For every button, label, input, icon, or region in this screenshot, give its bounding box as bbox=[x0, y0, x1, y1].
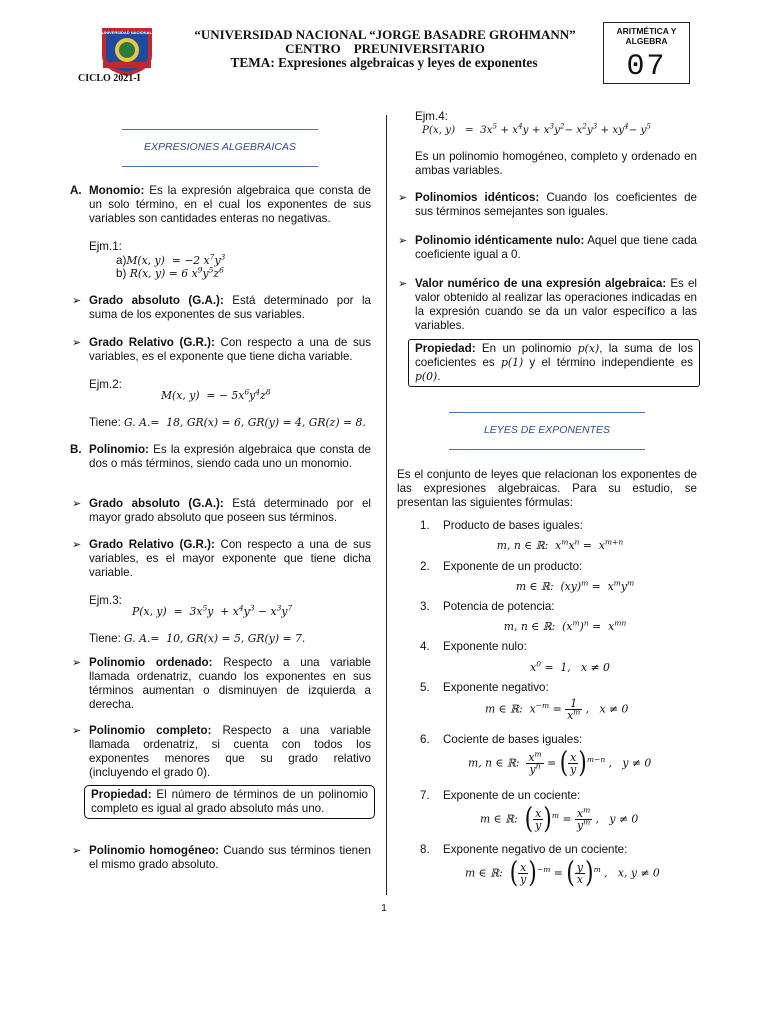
example-4-expression: P(x, $y) = 3x^5 + x^4y + x^3y^2- x^2y^3 + xy^4- y^5$ bbox=[422, 121, 651, 136]
bullet-arrow-icon: ➢ bbox=[72, 539, 82, 551]
example-3-expression: P(x, $y) = 3x^5y + x^4y^3 - x^3y^7$ bbox=[132, 603, 293, 618]
law-5-title: Exponente negativo: bbox=[443, 681, 549, 694]
polinomio-completo: Polinomio completo: Respecto a una variable llamada ordenatriz, si cuenta con todos los exponentes menores que su grado relativo (incluyendo el grado 0). bbox=[89, 724, 371, 779]
law-8-number: 8. bbox=[420, 843, 430, 856]
example-4-label: Ejm.4: bbox=[415, 110, 448, 123]
law-5-formula: m ∈ ℝ: $x^{-m}$ = $\frac{1}{x^m}$ , x ≠ 0 bbox=[485, 697, 629, 722]
property-box-complete: Propiedad: El número de términos de un polinomio completo es igual al grado absoluto más uno. bbox=[84, 785, 375, 819]
logo-caption: UNIVERSIDAD NACIONAL bbox=[102, 30, 152, 35]
law-2-number: 2. bbox=[420, 560, 430, 573]
cycle-label: CICLO 2021-I bbox=[78, 73, 141, 84]
example-1b: b) R(x, y) = 6 $x^9y^5z^6$ bbox=[116, 265, 224, 280]
polinomios-identicos: Polinomios idénticos: Cuando los coeficientes de sus términos semejantes son iguales. bbox=[415, 191, 697, 218]
polinomio-nulo: Polinomio idénticamente nulo: Aquel que tiene cada coeficiente igual a 0. bbox=[415, 234, 697, 261]
polinomio-definition: Polinomio: Es la expresión algebraica que consta de dos o más términos, siendo cada uno un monomio. bbox=[89, 443, 371, 470]
header-topic: TEMA: Expresiones algebraicas y leyes de exponentes bbox=[230, 55, 538, 70]
law-7-number: 7. bbox=[420, 789, 430, 802]
example-2-expression: M(x, y) = − $5x^6y^4z^8$ bbox=[161, 387, 271, 402]
example-2-result: Tiene: G. A.= 18, GR(x) = 6, GR(y) = 4, GR(z) = 8. bbox=[89, 416, 366, 429]
law-4-formula: $x^0 = 1$, x ≠ 0 bbox=[530, 659, 610, 674]
exponent-laws-intro: Es el conjunto de leyes que relacionan los exponentes de las expresiones algebraicas. Para su estudio, se presentan las siguientes fórmulas: bbox=[397, 468, 697, 509]
law-4-number: 4. bbox=[420, 640, 430, 653]
law-5-number: 5. bbox=[420, 681, 430, 694]
bullet-arrow-icon: ➢ bbox=[72, 295, 82, 307]
example-2-label: Ejm.2: bbox=[89, 378, 122, 391]
law-2-title: Exponente de un producto: bbox=[443, 560, 583, 573]
item-mark-b: B. bbox=[70, 443, 82, 456]
law-3-formula: m, n ∈ ℝ: $(x^m)^n = x^{mn}$ bbox=[503, 618, 627, 633]
bullet-arrow-icon: ➢ bbox=[72, 657, 82, 669]
law-4-title: Exponente nulo: bbox=[443, 640, 527, 653]
bullet-arrow-icon: ➢ bbox=[72, 725, 82, 737]
property-box-value: Propiedad: En un polinomio p(x), la suma de los coeficientes es p(1) y el término independiente es p(0). bbox=[408, 339, 700, 387]
section-title-exponent-laws: LEYES DE EXPONENTES bbox=[449, 412, 645, 450]
item-mark-a: A. bbox=[70, 184, 82, 197]
law-1-formula: m, n ∈ ℝ: $x^mx^n = x^{m+n}$ bbox=[496, 537, 624, 552]
bullet-arrow-icon: ➢ bbox=[398, 278, 408, 290]
example-1a: a)M(x, y) = −2 $x^7y^3$ bbox=[116, 252, 226, 267]
bullet-arrow-icon: ➢ bbox=[72, 845, 82, 857]
example-3-result: Tiene: G. A.= 10, GR(x) = 5, GR(y) = 7. bbox=[89, 632, 306, 645]
law-6-title: Cociente de bases iguales: bbox=[443, 733, 583, 746]
section-title-algebraic-expressions: EXPRESIONES ALGEBRAICAS bbox=[122, 129, 318, 167]
header-university: “UNIVERSIDAD NACIONAL “JORGE BASADRE GROHMANN” bbox=[194, 27, 576, 42]
law-3-title: Potencia de potencia: bbox=[443, 600, 555, 613]
valor-numerico: Valor numérico de una expresión algebraica: Es el valor obtenido al realizar las operaciones indicadas en la expresión cuando se da un valor específico a las variables. bbox=[415, 277, 697, 332]
law-7-title: Exponente de un cociente: bbox=[443, 789, 581, 802]
grado-relativo-monomio: Grado Relativo (G.R.): Con respecto a una de sus variables, es el exponente que tiene dicha variable. bbox=[89, 336, 371, 363]
law-7-formula: m ∈ ℝ: ( $\frac{x}{y}$ )$^m$ = $\frac{x^m}{y^m}$ , y ≠ 0 bbox=[480, 802, 639, 836]
law-2-formula: m ∈ ℝ: $(xy)^m = x^my^m$ bbox=[515, 578, 635, 593]
law-6-number: 6. bbox=[420, 733, 430, 746]
grado-absoluto-polinomio: Grado absoluto (G.A.): Está determinado por el mayor grado absoluto que poseen sus términos. bbox=[89, 497, 371, 524]
header-center: CENTRO PREUNIVERSITARIO bbox=[285, 41, 485, 56]
example-3-label: Ejm.3: bbox=[89, 594, 122, 607]
grado-relativo-polinomio: Grado Relativo (G.R.): Con respecto a una de sus variables, es el mayor exponente que tiene dicha variable. bbox=[89, 538, 371, 579]
law-8-formula: m ∈ ℝ: ( $\frac{x}{y}$ )$^{-m}$ = ( $\frac{y}{x}$ )$^m$ , x, y ≠ 0 bbox=[465, 856, 660, 890]
polinomio-homogeneo: Polinomio homogéneo: Cuando sus términos tienen el mismo grado absoluto. bbox=[89, 844, 371, 871]
page-number: 1 bbox=[381, 903, 387, 914]
law-6-formula: m, n ∈ ℝ: $\frac{x^m}{y^n}$ = ( $\frac{x}{y}$ )$^{m-n}$ , y ≠ 0 bbox=[468, 746, 652, 780]
law-3-number: 3. bbox=[420, 600, 430, 613]
example-4-explanation: Es un polinomio homogéneo, completo y ordenado en ambas variables. bbox=[415, 150, 697, 177]
monomio-definition: Monomio: Es la expresión algebraica que consta de un solo término, en el cual los exponentes de sus variables son cantidades enteras no negativas. bbox=[89, 184, 371, 225]
column-divider bbox=[386, 115, 387, 895]
law-1-title: Producto de bases iguales: bbox=[443, 519, 583, 532]
subject-name: ARITMÉTICA Y ALGEBRA bbox=[616, 26, 677, 46]
example-1-label: Ejm.1: bbox=[89, 240, 122, 253]
bullet-arrow-icon: ➢ bbox=[398, 192, 408, 204]
bullet-arrow-icon: ➢ bbox=[72, 337, 82, 349]
session-number: 07 bbox=[626, 50, 667, 84]
bullet-arrow-icon: ➢ bbox=[72, 498, 82, 510]
bullet-arrow-icon: ➢ bbox=[398, 235, 408, 247]
law-8-title: Exponente negativo de un cociente: bbox=[443, 843, 628, 856]
polinomio-ordenado: Polinomio ordenado: Respecto a una variable llamada ordenatriz, cuando los exponentes en sus términos aumentan o disminuyen de izquierda a derecha. bbox=[89, 656, 371, 711]
subject-box bbox=[603, 22, 690, 84]
grado-absoluto-monomio: Grado absoluto (G.A.): Está determinado por la suma de los exponentes de sus variables. bbox=[89, 294, 371, 321]
law-1-number: 1. bbox=[420, 519, 430, 532]
